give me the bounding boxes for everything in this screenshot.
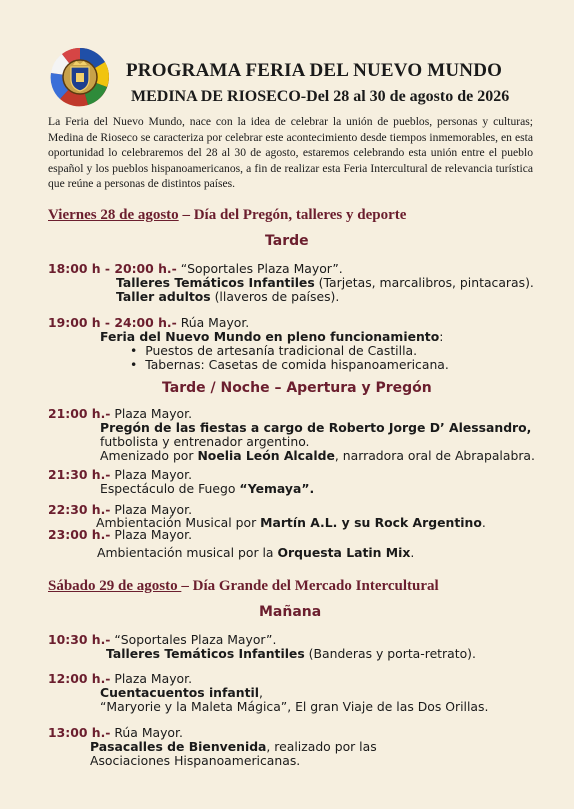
- event-time-place: 21:00 h.- Plaza Mayor.: [48, 406, 193, 421]
- event-time-place: 12:00 h.- Plaza Mayor.: [48, 671, 193, 686]
- event-line: Talleres Temáticos Infantiles (Banderas y porta-retrato).: [106, 646, 476, 661]
- event-line: Espectáculo de Fuego “Yemaya”.: [100, 481, 315, 496]
- bullet-icon: •: [130, 343, 146, 358]
- event-line: Amenizado por Noelia León Alcalde, narradora oral de Abrapalabra.: [100, 448, 535, 463]
- event-line: Ambientación musical por la Orquesta Latin Mix.: [97, 545, 415, 560]
- event-line: Feria del Nuevo Mundo en pleno funcionamiento:: [100, 329, 444, 344]
- friday-afternoon-heading: Tarde: [265, 233, 309, 249]
- event-time-place: 10:30 h.- “Soportales Plaza Mayor”.: [48, 632, 277, 647]
- event-time-place: 22:30 h.- Plaza Mayor.: [48, 502, 193, 517]
- event-line: Cuentacuentos infantil,: [100, 685, 263, 700]
- event-time-place: 23:00 h.- Plaza Mayor.: [48, 527, 193, 542]
- saturday-morning-heading: Mañana: [259, 604, 322, 620]
- bullet-item: • Puestos de artesanía tradicional de Castilla.: [130, 343, 418, 358]
- event-line: Pregón de las fiestas a cargo de Roberto Jorge D’ Alessandro,: [100, 420, 532, 435]
- event-line: Taller adultos (llaveros de países).: [116, 289, 340, 304]
- crest-logo-icon: [50, 47, 110, 107]
- event-line: Talleres Temáticos Infantiles (Tarjetas, marcalibros, pintacaras).: [116, 275, 534, 290]
- saturday-heading: Sábado 29 de agosto – Día Grande del Mercado Intercultural: [48, 578, 439, 594]
- page-title: PROGRAMA FERIA DEL NUEVO MUNDO: [126, 60, 503, 81]
- event-line: futbolista y entrenador argentino.: [100, 434, 310, 449]
- event-line: Ambientación Musical por Martín A.L. y su Rock Argentino.: [96, 515, 486, 530]
- event-time-place: 19:00 h - 24:00 h.- Rúa Mayor.: [48, 315, 250, 330]
- event-time-place: 21:30 h.- Plaza Mayor.: [48, 467, 193, 482]
- intro-paragraph: La Feria del Nuevo Mundo, nace con la idea de celebrar la unión de pueblos, personas y culturas; Medina de Rioseco se caracteriza por celebrar este acontecimiento desde tiempos inmemorables, en esta oportunidad lo celebraremos del 28 al 30 de agosto, estaremos celebrando esta unión entre el pueblo español y los pueblos hispanoamericanos, a fin de realizar esta Feria Intercultural de relevancia turística que reúne a personas de distintos países.: [48, 115, 533, 191]
- event-time-place: 18:00 h - 20:00 h.- “Soportales Plaza Mayor”.: [48, 261, 343, 276]
- friday-heading: Viernes 28 de agosto – Día del Pregón, talleres y deporte: [48, 207, 407, 223]
- event-time-place: 13:00 h.- Rúa Mayor.: [48, 725, 183, 740]
- friday-evening-heading: Tarde / Noche – Apertura y Pregón: [162, 380, 432, 396]
- bullet-icon: •: [130, 357, 146, 372]
- page-subtitle: MEDINA DE RIOSECO-Del 28 al 30 de agosto de 2026: [131, 88, 510, 105]
- bullet-item: • Tabernas: Casetas de comida hispanoamericana.: [130, 357, 449, 372]
- event-line: “Maryorie y la Maleta Mágica”, El gran Viaje de las Dos Orillas.: [100, 699, 489, 714]
- event-line: Asociaciones Hispanoamericanas.: [90, 753, 301, 768]
- event-line: Pasacalles de Bienvenida, realizado por las: [90, 739, 377, 754]
